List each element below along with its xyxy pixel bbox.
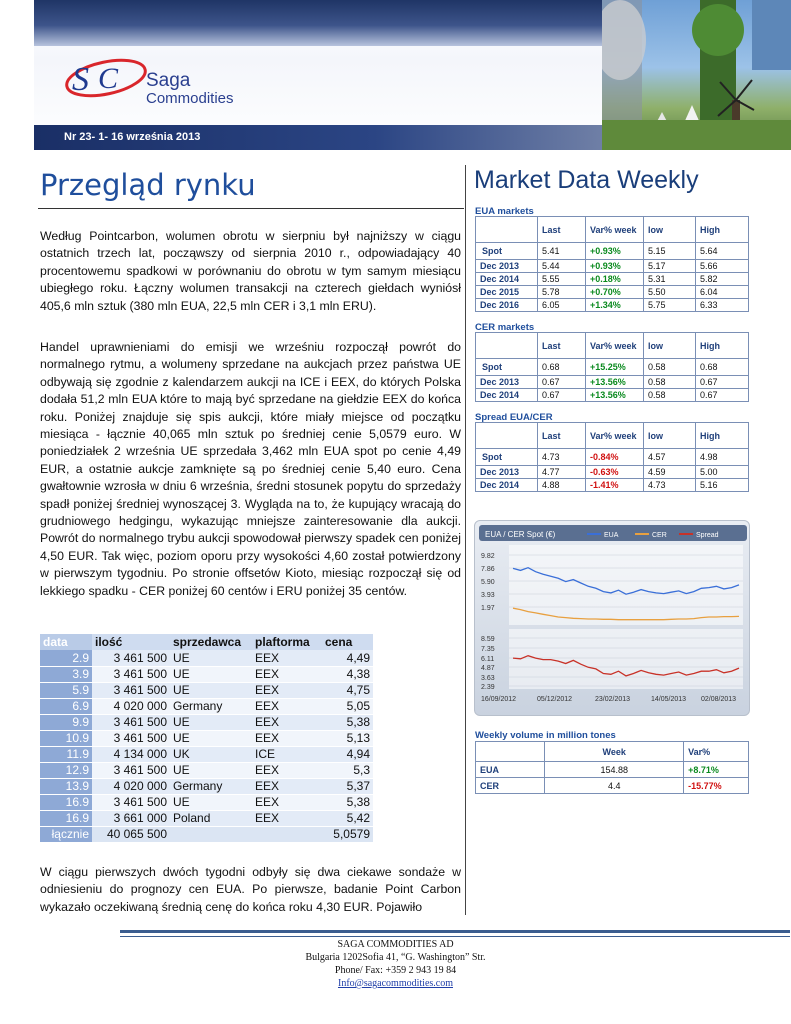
cell-var: +8.71%	[684, 762, 749, 778]
cell-date: 12.9	[40, 762, 92, 778]
cell-rlabel: Dec 2015	[476, 286, 538, 299]
cell-var: +13.56%	[586, 376, 644, 389]
issue-bar	[34, 125, 602, 150]
cell-low: 5.17	[644, 260, 696, 273]
cell-low: 4.57	[644, 449, 696, 466]
cell-week: 154.88	[545, 762, 684, 778]
x-tick: 16/09/2012	[481, 696, 517, 703]
table-row	[40, 650, 373, 666]
header-top-band	[34, 0, 602, 46]
cell-date: 10.9	[40, 730, 92, 746]
cell-high: 0.68	[696, 359, 749, 376]
cell-quantity: 3 461 500	[92, 650, 170, 666]
header-banner	[34, 0, 791, 150]
cell-price: 4,75	[322, 682, 373, 698]
cell-var: -0.84%	[586, 449, 644, 466]
y-tick-lower: 2.39	[481, 684, 495, 691]
cell-seller: UE	[170, 666, 252, 682]
y-tick-lower: 3.63	[481, 675, 495, 682]
cell-platform: EEX	[252, 810, 322, 826]
eua-markets-table	[475, 216, 749, 312]
cell-seller: UE	[170, 682, 252, 698]
cell-rlabel: Spot	[476, 359, 538, 376]
cell-date: 2.9	[40, 650, 92, 666]
header-last: Last	[538, 333, 586, 359]
market-header-row	[476, 217, 749, 243]
column-divider	[465, 165, 466, 915]
cell-quantity: 3 461 500	[92, 762, 170, 778]
chart-upper-plot	[509, 545, 743, 625]
cell-price: 5,3	[322, 762, 373, 778]
cell-seller: UE	[170, 714, 252, 730]
spread-table	[475, 422, 749, 492]
cell-rlabel: Dec 2014	[476, 389, 538, 402]
market-row	[476, 466, 749, 479]
cell-date: 3.9	[40, 666, 92, 682]
market-row	[476, 449, 749, 466]
table-row	[40, 698, 373, 714]
cell-price: 4,49	[322, 650, 373, 666]
cell-price: 5,42	[322, 810, 373, 826]
logo-name-line2: Commodities	[146, 90, 234, 107]
cell-rlabel: Dec 2013	[476, 260, 538, 273]
cell-week: 4.4	[545, 778, 684, 794]
cell-last: 0.68	[538, 359, 586, 376]
cell-seller: UE	[170, 730, 252, 746]
y-tick-lower: 8.59	[481, 636, 495, 643]
y-tick-upper: 5.90	[481, 579, 495, 586]
header-blank	[476, 217, 538, 243]
cer-markets-table	[475, 332, 749, 402]
x-tick: 02/08/2013	[701, 696, 737, 703]
cell-high: 5.00	[696, 466, 749, 479]
x-tick: 23/02/2013	[595, 696, 631, 703]
header-var: Var% week	[586, 423, 644, 449]
cell-rlabel: Dec 2013	[476, 376, 538, 389]
cell-var: -15.77%	[684, 778, 749, 794]
y-tick-lower: 7.35	[481, 646, 495, 653]
cell-price: 4,94	[322, 746, 373, 762]
cell-var: +0.70%	[586, 286, 644, 299]
y-tick-lower: 4.87	[481, 665, 495, 672]
header-platform: plaftorma	[252, 634, 322, 650]
cell-last: 0.67	[538, 376, 586, 389]
auction-table	[40, 634, 373, 843]
y-tick-upper: 7.86	[481, 566, 495, 573]
cell-price: 5,13	[322, 730, 373, 746]
header-var: Var% week	[586, 333, 644, 359]
cell-var: -1.41%	[586, 479, 644, 492]
cell-rlabel: Dec 2013	[476, 466, 538, 479]
header-blank	[476, 333, 538, 359]
cell-var: +1.34%	[586, 299, 644, 312]
cell-quantity: 3 461 500	[92, 714, 170, 730]
table-row	[40, 682, 373, 698]
cell-last: 4.73	[538, 449, 586, 466]
price-chart	[474, 520, 750, 716]
saga-logo-icon	[62, 50, 152, 110]
cell-rlabel: EUA	[476, 762, 545, 778]
cell-last: 5.41	[538, 243, 586, 260]
market-header-row	[476, 333, 749, 359]
footer-rule-thin	[120, 936, 790, 937]
cell-seller: UE	[170, 794, 252, 810]
market-row	[476, 286, 749, 299]
cell-quantity: 4 134 000	[92, 746, 170, 762]
volume-header-row	[476, 742, 749, 762]
cell-platform: EEX	[252, 666, 322, 682]
cell-date: 16.9	[40, 810, 92, 826]
cell-quantity: 3 461 500	[92, 794, 170, 810]
cell-platform: EEX	[252, 762, 322, 778]
landscape-photo-icon	[602, 0, 791, 150]
cell-high: 6.04	[696, 286, 749, 299]
footer-phone: Phone/ Fax: +359 2 943 19 84	[334, 965, 457, 976]
chart-title: EUA / CER Spot (€)	[485, 530, 556, 539]
x-tick: 05/12/2012	[537, 696, 573, 703]
y-tick-lower: 6.11	[481, 656, 495, 663]
cell-rlabel: Dec 2014	[476, 273, 538, 286]
cell-low: 0.58	[644, 376, 696, 389]
cell-quantity: 3 461 500	[92, 682, 170, 698]
total-price: 5,0579	[322, 826, 373, 842]
cell-low: 5.75	[644, 299, 696, 312]
cell-price: 5,05	[322, 698, 373, 714]
title-divider	[38, 208, 464, 209]
footer-address: Bulgaria 1202Sofia 41, “G. Washington” Str.	[305, 952, 486, 963]
cell-date: 9.9	[40, 714, 92, 730]
weekly-volume-label: Weekly volume in million tones	[475, 730, 616, 741]
header-seller: sprzedawca	[170, 634, 252, 650]
paragraph-3: W ciągu pierwszych dwóch tygodni odbyły się dwa ciekawe sondaże w odniesieniu do prognozy cen EUA. Po pierwsze, badanie Point Carbon wykazało oczekiwaną średnią cenę do końca roku 4,30 EUR. Pojawiło	[40, 865, 461, 914]
volume-row	[476, 778, 749, 794]
cell-seller: UE	[170, 650, 252, 666]
total-platform	[252, 826, 322, 842]
cell-seller: UE	[170, 762, 252, 778]
paragraph-1: Według Pointcarbon, wolumen obrotu w sierpniu był najniższy w ciągu ostatnich trzech lat, począwszy od sierpnia 2010 r., odpowiadający 40 procentowemu spadkowi w porównaniu do obrotu w tym samym miesiącu ubiegłego roku. Łączny wolumen transakcji na czterech giełdach wyniósł 405,6 mln sztuk (380 mln EUA, 22,5 mln CER i 3,1 mln ERU).	[40, 229, 461, 313]
market-data-title: Market Data Weekly	[474, 166, 699, 194]
table-row	[40, 714, 373, 730]
cell-quantity: 4 020 000	[92, 698, 170, 714]
cell-last: 4.77	[538, 466, 586, 479]
cell-price: 5,38	[322, 794, 373, 810]
table-row	[40, 730, 373, 746]
market-row	[476, 260, 749, 273]
cell-low: 5.31	[644, 273, 696, 286]
y-tick-upper: 3.93	[481, 592, 495, 599]
header-last: Last	[538, 217, 586, 243]
cer-markets-label: CER markets	[475, 322, 535, 333]
market-row	[476, 359, 749, 376]
cell-platform: EEX	[252, 650, 322, 666]
cell-var: +0.93%	[586, 243, 644, 260]
spread-label: Spread EUA/CER	[475, 412, 553, 423]
header-low: low	[644, 217, 696, 243]
cell-quantity: 3 461 500	[92, 730, 170, 746]
cell-date: 5.9	[40, 682, 92, 698]
cell-low: 4.73	[644, 479, 696, 492]
header-price: cena	[322, 634, 373, 650]
price-chart-svg	[475, 521, 751, 717]
table-row	[40, 746, 373, 762]
table-row	[40, 794, 373, 810]
cell-last: 6.05	[538, 299, 586, 312]
cell-date: 11.9	[40, 746, 92, 762]
cell-rlabel: Spot	[476, 449, 538, 466]
footer	[0, 938, 791, 990]
y-tick-upper: 1.97	[481, 605, 495, 612]
market-row	[476, 273, 749, 286]
header-blank	[476, 742, 545, 762]
cell-last: 5.44	[538, 260, 586, 273]
cell-high: 4.98	[696, 449, 749, 466]
cell-date: 16.9	[40, 794, 92, 810]
cell-var: +15.25%	[586, 359, 644, 376]
paragraph-2: Handel uprawnieniami do emisji we wrześniu rozpoczął powrót do normalnego rytmu, a wolumeny sprzedane na aukcjach przez państwa UE odbywają się zgodnie z kalendarzem aukcji na ICE i EEX, do których Polska dodała 51,2 mln EUA które to mają być sprzedane na giełdzie EEX do końca roku. Poniżej znajduje się spis aukcji, które miały miejsce od początku miesiąca - łącznie 40,065 mln sztuk po średniej cenie 5,0579 euro. W poniedziałek 2 września UE sprzedała 3,462 mln EUA spot po cenie 4,49 EUR, a ostatnie aukcje zamknięte są po średniej cenie 5,40 euro. Cena gwałtownie wzrosła w dniu 6 września, średni stosunek popytu do sprzedaży spadł poniżej średniej wynoszącej 3. Wygląda na to, że kupujący wracają do grudniowego hedgingu, wykazując mniejsze zainteresowanie dla aukcji. Powrót do normalnego trybu aukcji spowodował pierwszy spadek cen poniżej 4,50 EUR. Tak więc, poziom oporu przy wysokości 4,60 został potwierdzony w pierwszym tygodniu. Po stronie offsetów Kioto, miesiąc rozpoczął się od lekkiego spadku - CER poniżej 60 centów i ERU poniżej 35 centów.	[40, 340, 461, 598]
cell-last: 4.88	[538, 479, 586, 492]
cell-var: -0.63%	[586, 466, 644, 479]
svg-text:S: S	[72, 61, 89, 98]
legend-label-eua: EUA	[604, 532, 619, 539]
header-var: Var% week	[586, 217, 644, 243]
cell-high: 5.82	[696, 273, 749, 286]
cell-last: 5.78	[538, 286, 586, 299]
footer-rule	[120, 930, 790, 933]
cell-last: 0.67	[538, 389, 586, 402]
cell-seller: UK	[170, 746, 252, 762]
cell-low: 5.50	[644, 286, 696, 299]
footer-company: SAGA COMMODITIES AD	[337, 939, 454, 950]
cell-high: 6.33	[696, 299, 749, 312]
header-low: low	[644, 333, 696, 359]
cell-platform: EEX	[252, 714, 322, 730]
market-row	[476, 376, 749, 389]
cell-quantity: 4 020 000	[92, 778, 170, 794]
footer-email-link[interactable]: Info@sagacommodities.com	[337, 978, 453, 989]
cell-date: 6.9	[40, 698, 92, 714]
cell-price: 4,38	[322, 666, 373, 682]
volume-row	[476, 762, 749, 778]
table-row	[40, 762, 373, 778]
total-seller	[170, 826, 252, 842]
table-row	[40, 666, 373, 682]
y-tick-upper: 9.82	[481, 553, 495, 560]
cell-high: 5.66	[696, 260, 749, 273]
cell-seller: Poland	[170, 810, 252, 826]
issue-number: Nr 23- 1- 16 września 2013	[64, 131, 201, 143]
cell-platform: EEX	[252, 794, 322, 810]
cell-date: 13.9	[40, 778, 92, 794]
header-photo	[602, 0, 791, 150]
total-row	[40, 826, 373, 842]
cell-price: 5,37	[322, 778, 373, 794]
cell-var: +13.56%	[586, 389, 644, 402]
weekly-volume-table	[475, 741, 749, 794]
logo-name-line1: Saga	[146, 70, 191, 91]
cell-price: 5,38	[322, 714, 373, 730]
x-tick: 14/05/2013	[651, 696, 687, 703]
cell-high: 0.67	[696, 389, 749, 402]
cell-platform: EEX	[252, 730, 322, 746]
auction-table-header	[40, 634, 373, 650]
header-high: High	[696, 423, 749, 449]
cell-low: 0.58	[644, 389, 696, 402]
market-row	[476, 389, 749, 402]
header-date: data	[40, 634, 92, 650]
cell-rlabel: Spot	[476, 243, 538, 260]
header-week: Week	[545, 742, 684, 762]
market-header-row	[476, 423, 749, 449]
header-blank	[476, 423, 538, 449]
cell-low: 5.15	[644, 243, 696, 260]
cell-seller: Germany	[170, 698, 252, 714]
cell-high: 0.67	[696, 376, 749, 389]
header-low: low	[644, 423, 696, 449]
header-quantity: ilość	[92, 634, 170, 650]
svg-text:C: C	[98, 62, 119, 95]
total-date: łącznie	[40, 826, 92, 842]
cell-var: +0.18%	[586, 273, 644, 286]
market-row	[476, 479, 749, 492]
header-last: Last	[538, 423, 586, 449]
cell-high: 5.16	[696, 479, 749, 492]
cell-platform: ICE	[252, 746, 322, 762]
cell-low: 0.58	[644, 359, 696, 376]
cell-rlabel: Dec 2016	[476, 299, 538, 312]
cell-platform: EEX	[252, 682, 322, 698]
cell-platform: EEX	[252, 698, 322, 714]
cell-platform: EEX	[252, 778, 322, 794]
header-high: High	[696, 333, 749, 359]
legend-label-cer: CER	[652, 532, 667, 539]
total-quantity: 40 065 500	[92, 826, 170, 842]
market-review-title: Przegląd rynku	[40, 168, 256, 202]
table-row	[40, 810, 373, 826]
logo-wordmark	[146, 72, 234, 108]
eua-markets-label: EUA markets	[475, 206, 534, 217]
cell-high: 5.64	[696, 243, 749, 260]
legend-label-spread: Spread	[696, 532, 719, 539]
cell-low: 4.59	[644, 466, 696, 479]
header-var: Var%	[684, 742, 749, 762]
cell-rlabel: CER	[476, 778, 545, 794]
cell-seller: Germany	[170, 778, 252, 794]
cell-var: +0.93%	[586, 260, 644, 273]
market-row	[476, 299, 749, 312]
cell-rlabel: Dec 2014	[476, 479, 538, 492]
table-row	[40, 778, 373, 794]
market-row	[476, 243, 749, 260]
cell-quantity: 3 661 000	[92, 810, 170, 826]
cell-quantity: 3 461 500	[92, 666, 170, 682]
header-high: High	[696, 217, 749, 243]
cell-last: 5.55	[538, 273, 586, 286]
